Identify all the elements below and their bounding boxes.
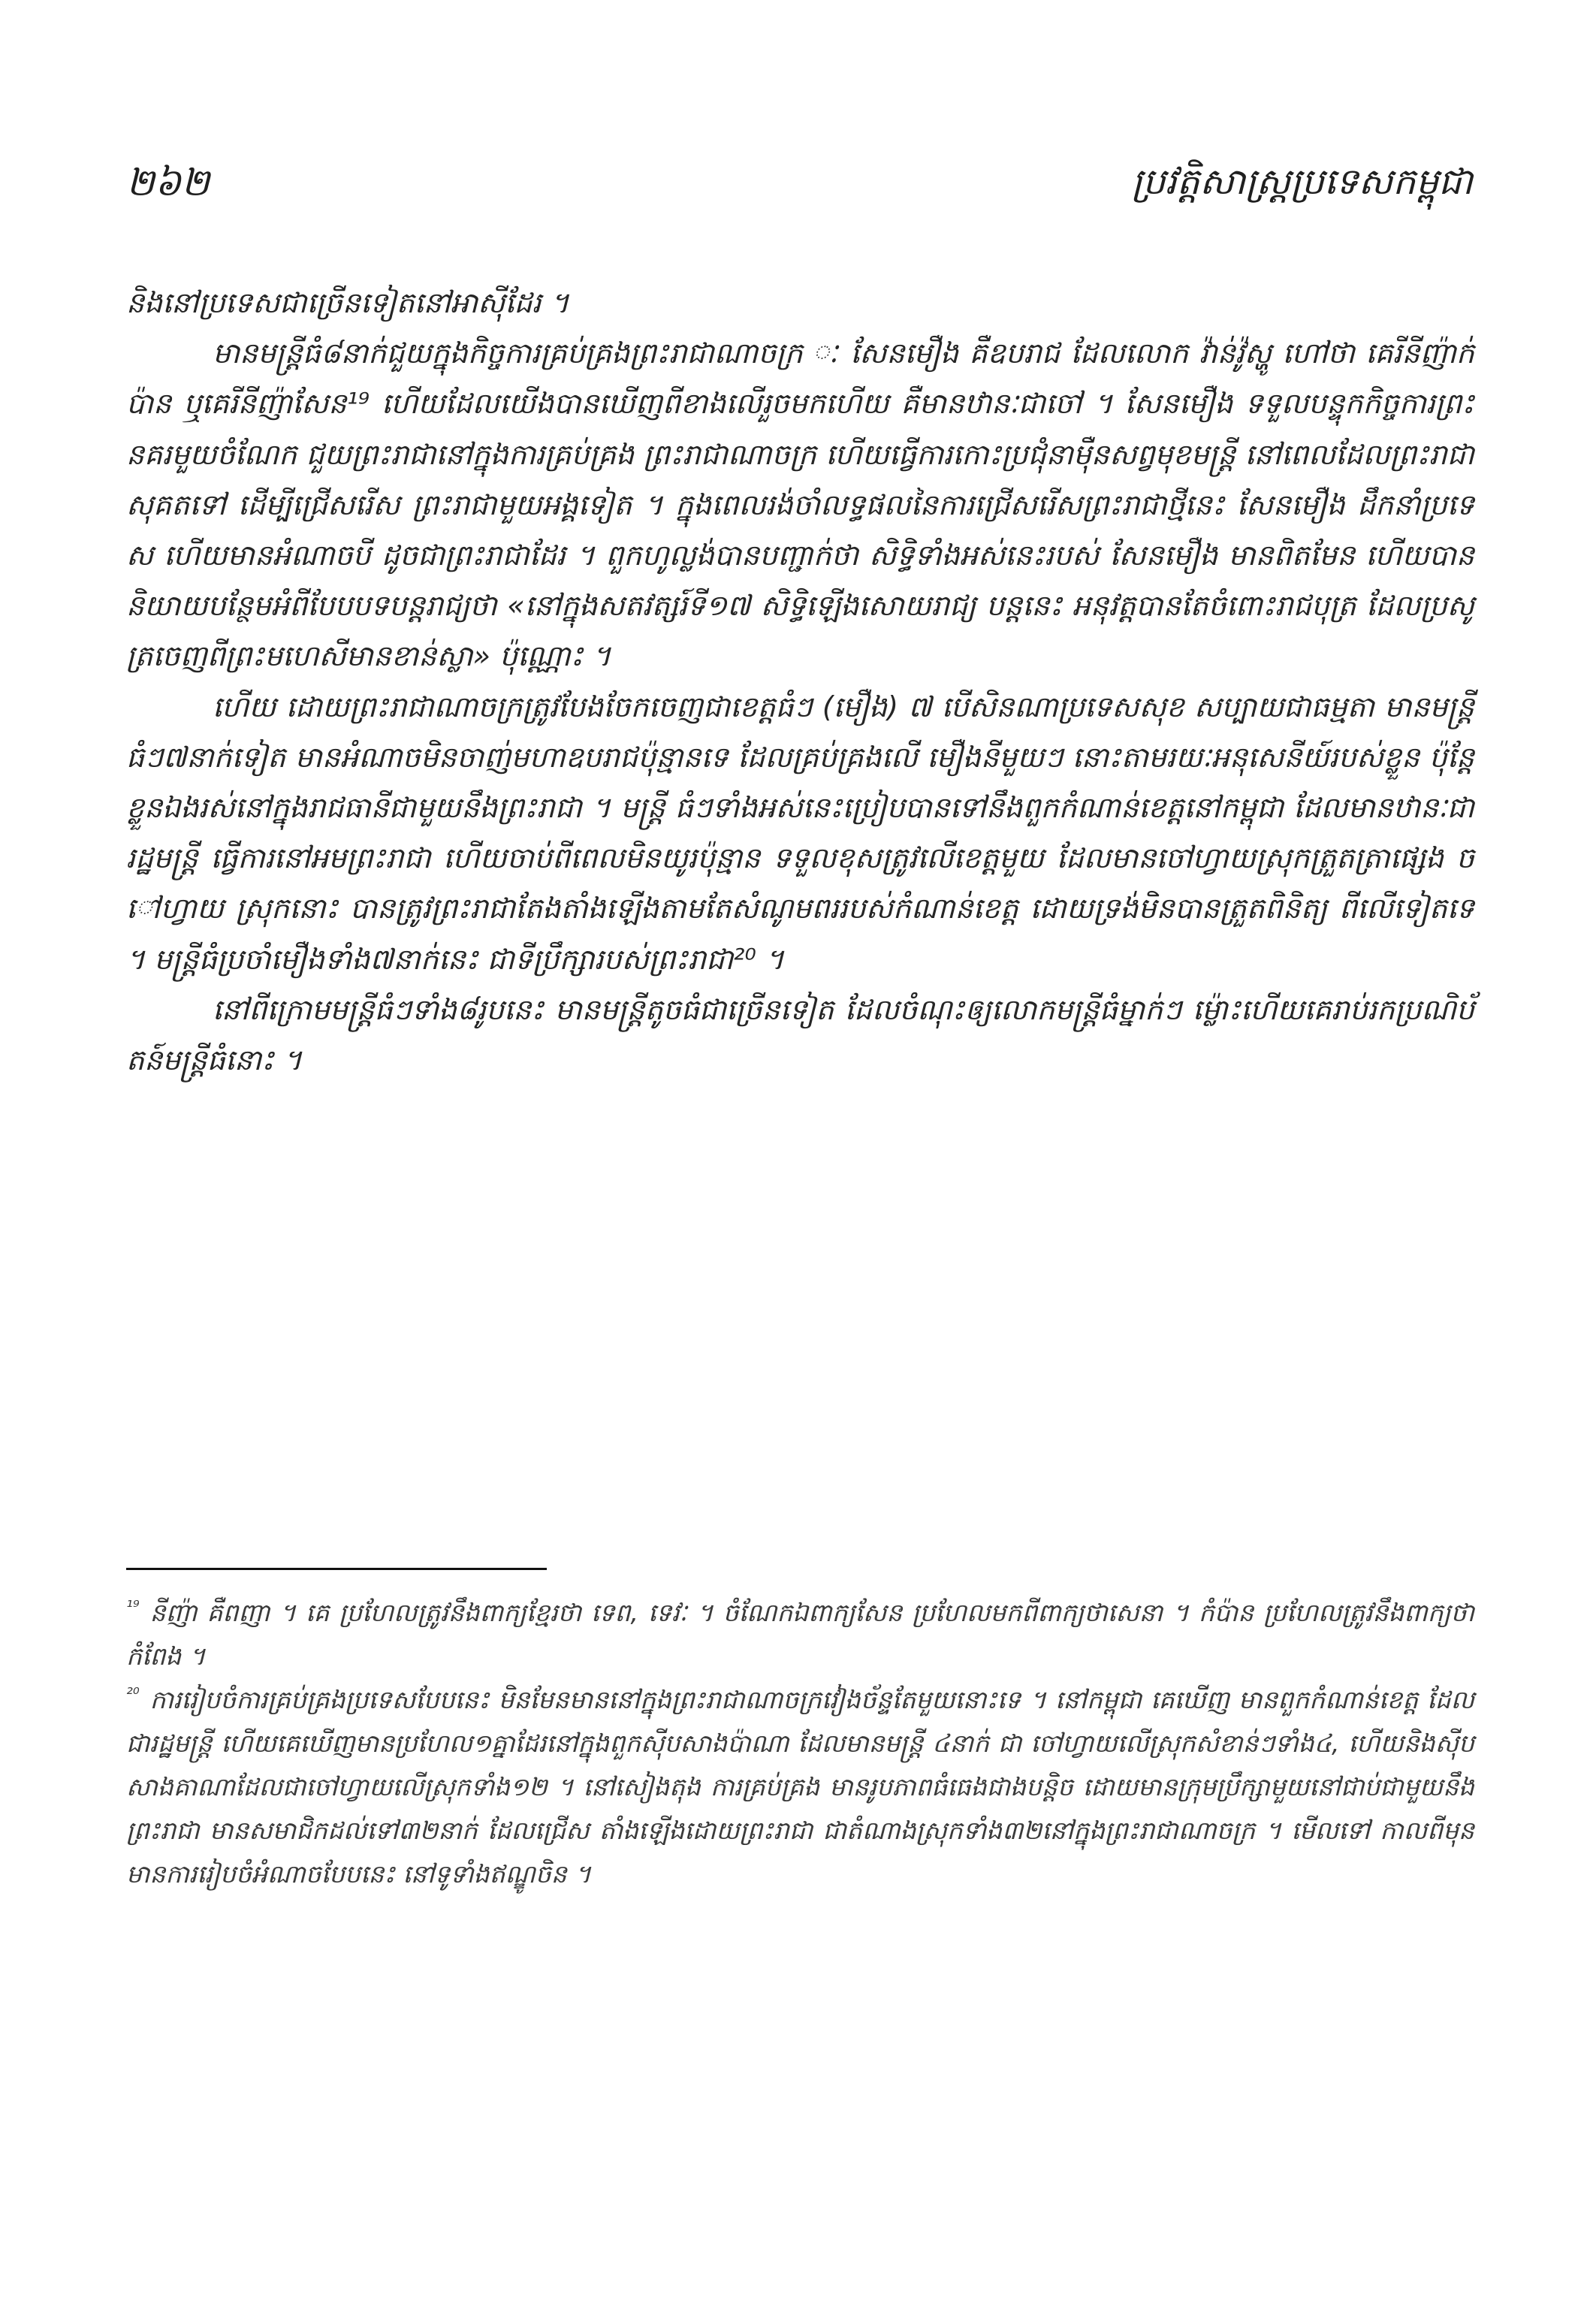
paragraph-continued: និងនៅប្រទេសជាច្រើនទៀតនៅអាស៊ីដែរ ។ (126, 286, 569, 319)
footnote-divider (126, 1568, 547, 1570)
paragraph: នៅពីក្រោមមន្ត្រីធំៗទាំង៨រូបនេះ មានមន្ត្រីតូចធំជាច្រើនទៀត ដែលចំណុះឲ្យលោកមន្ត្រីធំម្នាក់ៗ ម៉្លោះហើយគេរាប់រកប្រណិប័តន៍មន្ត្រីធំនោះ ។ (126, 992, 1474, 1077)
footnote (126, 1591, 1474, 1678)
footnote-text: នីញ៉ា គឺពញា ។ គេ ប្រហែលត្រូវនឹងពាក្យខ្មែរថា ទេព, ទេវៈ ។ ចំណែកឯពាក្យសែន ប្រហែលមកពីពាក្យថាសេនា ។ កំប៉ាន ប្រហែលត្រូវនឹងពាក្យថា កំពែង ។ (126, 1598, 1474, 1671)
footnote-text: ការរៀបចំការគ្រប់គ្រងប្រទេសបែបនេះ មិនមែនមាននៅក្នុងព្រះរាជាណាចក្រវៀងច័ន្ទតែមួយនោះទេ ។ នៅកម្ពុជា គេឃើញ មានពួកកំណាន់ខេត្ត ដែលជារដ្ឋមន្ត្រី ហើយគេឃើញមានប្រហែល១គ្នាដែរនៅក្នុងពួកស៊ីបសាងប៉ាណា ដែលមានមន្ត្រី ៤នាក់ ជា ចៅហ្វាយលើស្រុកសំខាន់ៗទាំង៤, ហើយនិងស៊ីបសាងគាណាដែលជាចៅហ្វាយលើស្រុកទាំង១២ ។ នៅសៀងតុង ការគ្រប់គ្រង មានរូបភាពធំធេងជាងបន្តិច ដោយមានក្រុមប្រឹក្សាមួយនៅជាប់ជាមួយនឹងព្រះរាជា មានសមាជិកដល់ទៅ៣២នាក់ ដែលជ្រើស តាំងឡើងដោយព្រះរាជា ជាតំណាងស្រុកទាំង៣២នៅក្នុងព្រះរាជាណាចក្រ ។ មើលទៅ កាលពីមុនមានការរៀបចំអំណាចបែបនេះ នៅទូទាំងឥណ្ឌូចិន ។ (126, 1685, 1474, 1889)
footnotes (126, 1591, 1474, 1896)
footnote-number: ¹⁹ (126, 1598, 140, 1617)
paragraph: ហើយ ដោយព្រះរាជាណាចក្រត្រូវបែងចែកចេញជាខេត្តធំៗ (មឿង) ៧ បើសិនណាប្រទេសសុខ សប្បាយជាធម្មតា មានមន្ត្រីធំៗ៧នាក់ទៀត មានអំណាចមិនចាញ់មហាឧបរាជប៉ុន្មានទេ ដែលគ្រប់គ្រងលើ មឿងនីមួយៗ នោះតាមរយៈអនុសេនីយ៍របស់ខ្លួន ប៉ុន្តែខ្លួនឯងរស់នៅក្នុងរាជធានីជាមួយនឹងព្រះរាជា ។ មន្ត្រី ធំៗទាំងអស់នេះប្រៀបបានទៅនឹងពួកកំណាន់ខេត្តនៅកម្ពុជា ដែលមានឋានៈជារដ្ឋមន្ត្រី ធ្វើការនៅអមព្រះរាជា ហើយចាប់ពីពេលមិនយូរប៉ុន្មាន ទទួលខុសត្រូវលើខេត្តមួយ ដែលមានចៅហ្វាយស្រុកត្រួតត្រាផ្សេង ចៅហ្វាយ ស្រុកនោះ បានត្រូវព្រះរាជាតែងតាំងឡើងតាមតែសំណូមពររបស់កំណាន់ខេត្ត ដោយទ្រង់មិនបានត្រួតពិនិត្យ ពីលើទៀតទេ ។ មន្ត្រីធំប្រចាំមឿងទាំង៧នាក់នេះ ជាទីប្រឹក្សារបស់ព្រះរាជា²⁰ ។ (126, 690, 1474, 976)
footnote (126, 1678, 1474, 1896)
running-header (126, 159, 1473, 212)
footnote-number: ²⁰ (126, 1685, 140, 1704)
paragraph: មានមន្ត្រីធំ៨នាក់ជួយក្នុងកិច្ចការគ្រប់គ្រងព្រះរាជាណាចក្រ ៈ សែនមឿង គឺឧបរាជ ដែលលោក វ៉ាន់វ៉ូស្ហូ ហៅថា គេរីនីញ៉ាក់ប៉ាន ឬគេរីនីញ៉ាសែន¹⁹ ហើយដែលយើងបានឃើញពីខាងលើរួចមកហើយ គឺមានឋានៈជាចៅ ។ សែនមឿង ទទួលបន្ទុកកិច្ចការព្រះនគរមួយចំណែក ជួយព្រះរាជានៅក្នុងការគ្រប់គ្រង ព្រះរាជាណាចក្រ ហើយធ្វើការកោះប្រជុំនាម៉ឺនសព្វមុខមន្ត្រី នៅពេលដែលព្រះរាជាសុគតទៅ ដើម្បីជ្រើសរើស ព្រះរាជាមួយអង្គទៀត ។ ក្នុងពេលរង់ចាំលទ្ធផលនៃការជ្រើសរើសព្រះរាជាថ្មីនេះ សែនមឿង ដឹកនាំប្រទេស ហើយមានអំណាចបី ដូចជាព្រះរាជាដែរ ។ ពួកហូល្លង់បានបញ្ជាក់ថា សិទ្ធិទាំងអស់នេះរបស់ សែនមឿង មានពិតមែន ហើយបាន និយាយបន្ថែមអំពីបែបបទបន្តរាជ្យថា «នៅក្នុងសតវត្សរ៍ទី១៧ សិទ្ធិឡើងសោយរាជ្យ បន្តនេះ អនុវត្តបានតែចំពោះរាជបុត្រ ដែលប្រសូត្រចេញពីព្រះមហេសីមានខាន់ស្លា» ប៉ុណ្ណោះ ។ (126, 337, 1474, 673)
page-number: ២៦២ (126, 161, 210, 204)
book-title: ប្រវត្តិសាស្ត្រប្រទេសកម្ពុជា (1131, 161, 1473, 203)
body-text (126, 278, 1474, 1086)
